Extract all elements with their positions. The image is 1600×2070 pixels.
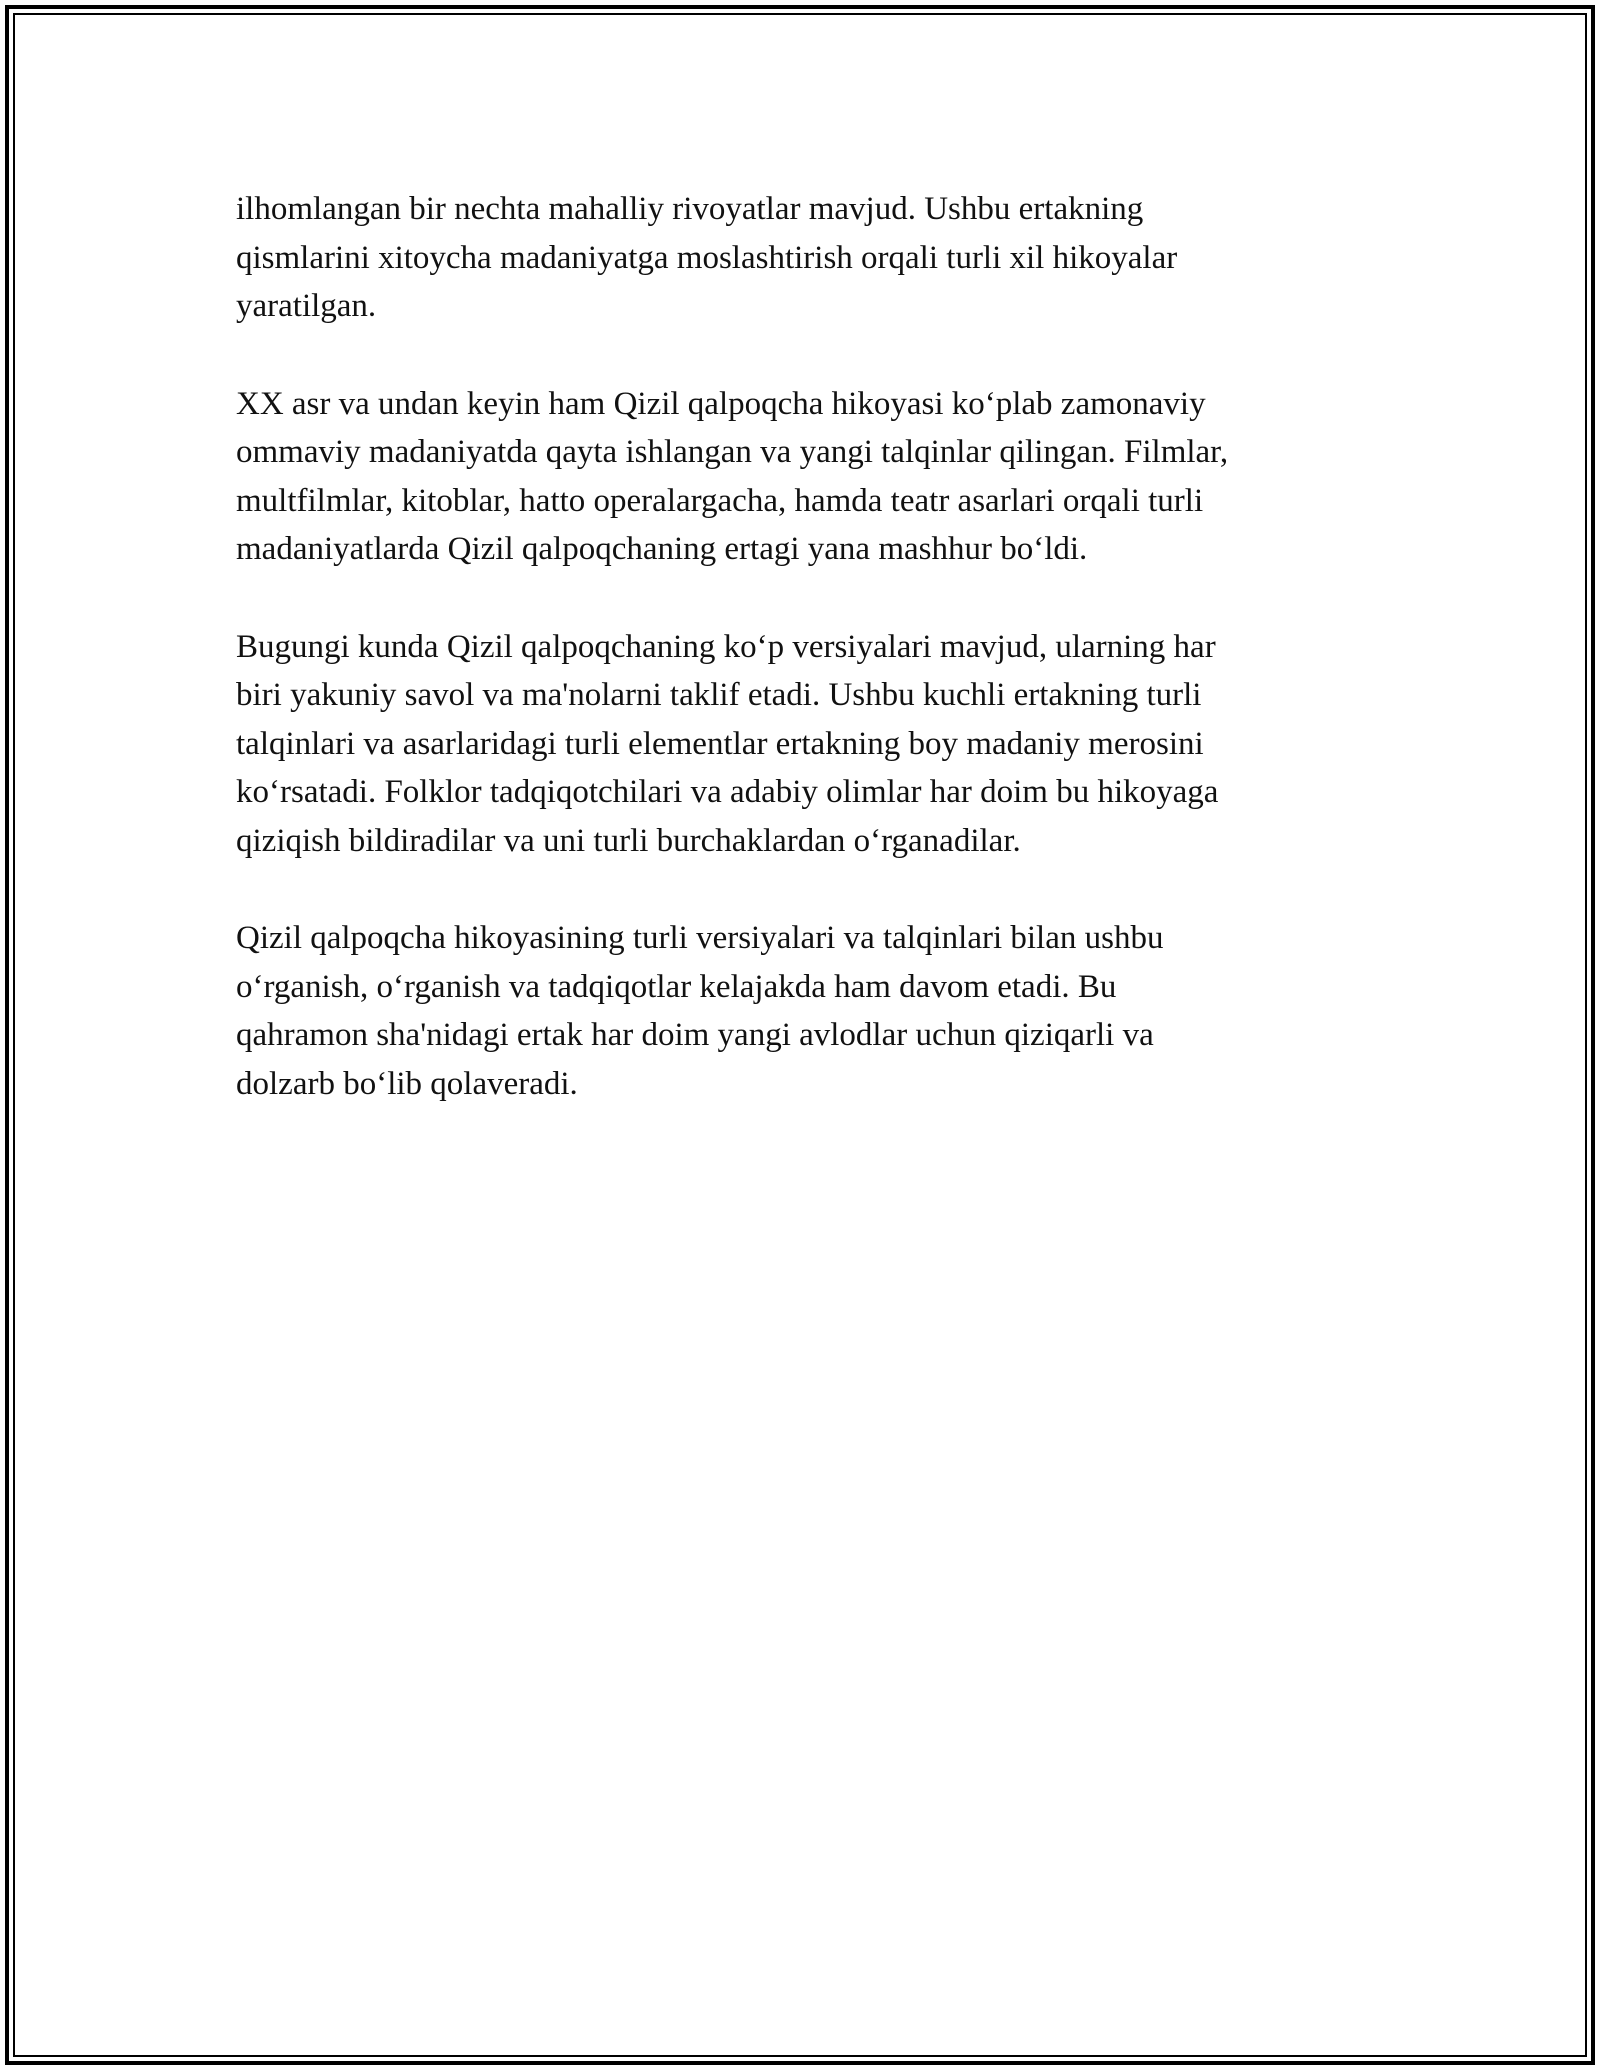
text-line: yaratilgan. — [236, 288, 377, 324]
text-line: ilhomlangan bir nechta mahalliy rivoyatlar mavjud. Ushbu ertakning — [236, 191, 1144, 227]
text-line: multfilmlar, kitoblar, hatto operalargacha, hamda teatr asarlari orqali turli — [236, 482, 1204, 519]
text-line: ommaviy madaniyatda qayta ishlangan va yangi talqinlar qilingan. Filmlar, — [236, 434, 1229, 470]
paragraph-4 — [236, 914, 1366, 1108]
text-line: ko‘rsatadi. Folklor tadqiqotchilari va adabiy olimlar har doim bu hikoyaga — [236, 774, 1219, 810]
text-line: dolzarb bo‘lib qolaveradi. — [236, 1065, 578, 1102]
text-line: Bugungi kunda Qizil qalpoqchaning ko‘p versiyalari mavjud, ularning har — [236, 628, 1216, 665]
paragraph-3 — [236, 623, 1366, 866]
text-line: qiziqish bildiradilar va uni turli burchaklardan o‘rganadilar. — [236, 822, 1021, 859]
document-body — [236, 185, 1366, 1157]
text-line: qahramon sha'nidagi ertak har doim yangi avlodlar uchun qiziqarli va — [236, 1017, 1154, 1053]
paragraph-2 — [236, 380, 1366, 574]
text-line: talqinlari va asarlaridagi turli elementlar ertakning boy madaniy merosini — [236, 725, 1204, 762]
paragraph-1 — [236, 185, 1366, 331]
text-line: o‘rganish, o‘rganish va tadqiqotlar kelajakda ham davom etadi. Bu — [236, 968, 1117, 1005]
text-line: madaniyatlarda Qizil qalpoqchaning ertagi yana mashhur bo‘ldi. — [236, 531, 1088, 567]
text-line: qismlarini xitoycha madaniyatga moslashtirish orqali turli xil hikoyalar — [236, 239, 1178, 276]
text-line: biri yakuniy savol va ma'nolarni taklif etadi. Ushbu kuchli ertakning turli — [236, 677, 1202, 713]
text-line: XX asr va undan keyin ham Qizil qalpoqcha hikoyasi ko‘plab zamonaviy — [236, 385, 1206, 422]
text-line: Qizil qalpoqcha hikoyasining turli versiyalari va talqinlari bilan ushbu — [236, 920, 1164, 956]
